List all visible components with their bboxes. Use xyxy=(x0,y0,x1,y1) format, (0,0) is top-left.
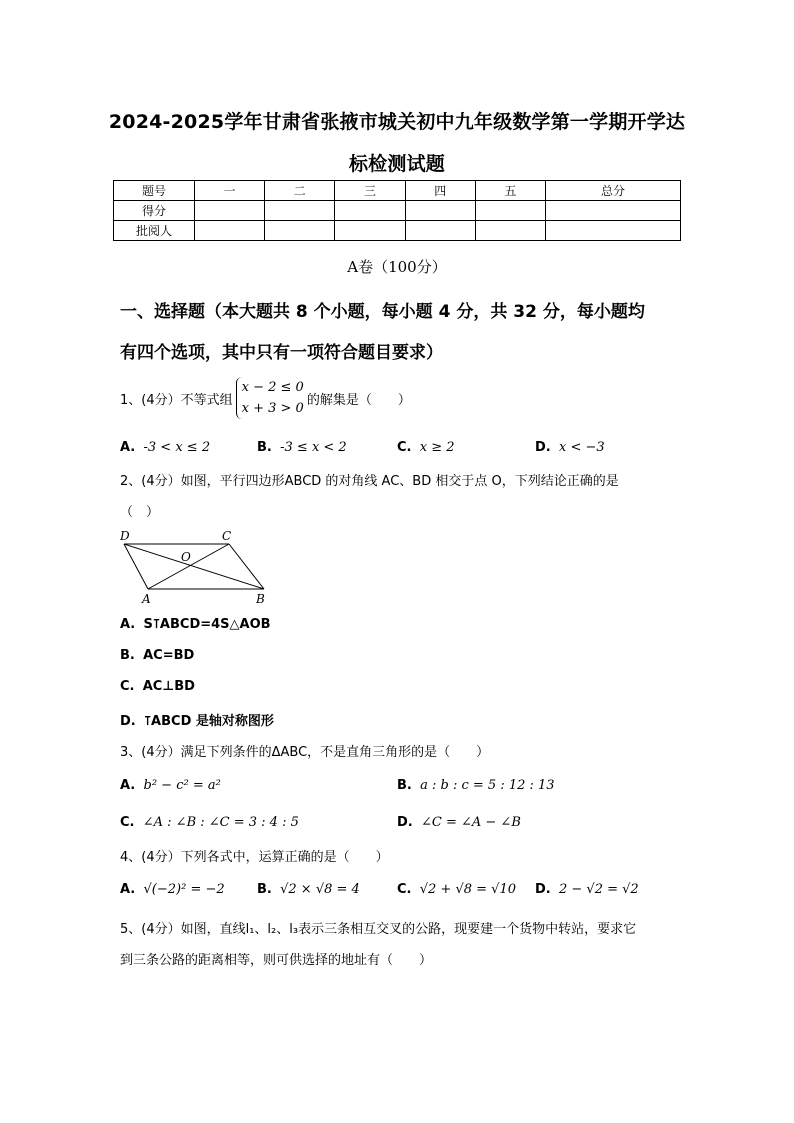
q2-option-d[interactable] xyxy=(120,710,274,729)
grader-cell[interactable] xyxy=(335,221,405,241)
score-table-header-row xyxy=(114,181,681,201)
option-text: ∠C = ∠A − ∠B xyxy=(421,815,521,830)
option-text: ∠A : ∠B : ∠C = 3 : 4 : 5 xyxy=(142,815,299,830)
option-text: b² − c² = a² xyxy=(143,778,221,793)
option-text: ⊺ABCD 是轴对称图形 xyxy=(144,714,274,729)
score-row xyxy=(114,201,681,221)
q3-option-b[interactable] xyxy=(397,778,555,793)
option-text: AC⊥BD xyxy=(142,679,195,694)
option-label: C. xyxy=(120,815,135,830)
header-cell: 四 xyxy=(405,181,475,201)
score-cell[interactable] xyxy=(265,201,335,221)
row-label: 批阅人 xyxy=(114,221,195,241)
option-label: A. xyxy=(120,778,136,793)
question-3-stem: 3、(4分）满足下列条件的ΔABC，不是直角三角形的是（ ） xyxy=(120,745,490,760)
q1-suffix: 的解集是（ ） xyxy=(306,392,411,408)
q1-option-c[interactable] xyxy=(397,440,455,455)
option-label: D. xyxy=(397,815,413,830)
option-label: A. xyxy=(120,617,136,632)
score-cell[interactable] xyxy=(475,201,545,221)
label-a: A xyxy=(142,592,151,606)
q4-option-b[interactable] xyxy=(257,882,360,897)
score-cell[interactable] xyxy=(195,201,265,221)
side-cb xyxy=(229,544,264,589)
q1-option-d[interactable] xyxy=(535,440,605,455)
option-label: D. xyxy=(535,440,551,455)
grader-cell[interactable] xyxy=(546,221,681,241)
option-label: B. xyxy=(397,778,412,793)
option-label: B. xyxy=(257,440,272,455)
option-label: D. xyxy=(535,882,551,897)
option-text: -3 < x ≤ 2 xyxy=(143,440,211,455)
grader-row xyxy=(114,221,681,241)
label-o: O xyxy=(181,550,191,564)
q1-option-b[interactable] xyxy=(257,440,347,455)
header-cell: 题号 xyxy=(114,181,195,201)
q3-option-c[interactable] xyxy=(120,815,299,830)
header-cell: 二 xyxy=(265,181,335,201)
grader-cell[interactable] xyxy=(475,221,545,241)
label-b: B xyxy=(256,592,265,606)
section-a-heading: A卷（100分） xyxy=(347,258,447,276)
option-text: S⊺ABCD=4S△AOB xyxy=(143,617,271,632)
option-text: AC=BD xyxy=(143,648,195,663)
parallelogram-figure xyxy=(112,526,274,606)
inequality-system xyxy=(236,377,304,419)
q2-option-b[interactable] xyxy=(120,648,194,663)
inequality-2: x + 3 > 0 xyxy=(241,401,304,416)
score-cell[interactable] xyxy=(546,201,681,221)
option-text: √(−2)² = −2 xyxy=(143,882,225,897)
question-5-stem: 5、(4分）如图，直线l₁、l₂、l₃表示三条相互交叉的公路，现要建一个货物中转站，要求它 xyxy=(120,922,637,937)
q1-prefix: 1、(4分）不等式组 xyxy=(120,392,233,408)
inequality-1: x − 2 ≤ 0 xyxy=(241,380,304,395)
diagonal-db xyxy=(124,544,264,589)
q2-option-c[interactable] xyxy=(120,679,195,694)
question-4-stem: 4、(4分）下列各式中，运算正确的是（ ） xyxy=(120,850,389,865)
page-title: 2024-2025学年甘肃省张掖市城关初中九年级数学第一学期开学达 xyxy=(108,111,686,133)
header-cell: 五 xyxy=(475,181,545,201)
option-label: C. xyxy=(397,882,412,897)
q1-option-a[interactable] xyxy=(120,440,210,455)
option-text: x < −3 xyxy=(559,440,605,455)
option-label: C. xyxy=(120,679,135,694)
score-table xyxy=(113,180,681,241)
q4-option-d[interactable] xyxy=(535,882,639,897)
label-d: D xyxy=(120,529,130,543)
option-label: A. xyxy=(120,882,136,897)
option-label: B. xyxy=(120,648,135,663)
score-cell[interactable] xyxy=(405,201,475,221)
section1-heading: 一、选择题（本大题共 8 个小题，每小题 4 分，共 32 分，每小题均 xyxy=(120,302,645,322)
question-1-stem xyxy=(120,377,411,419)
option-text: √2 + √8 = √10 xyxy=(419,882,516,897)
option-text: x ≥ 2 xyxy=(419,440,455,455)
option-label: B. xyxy=(257,882,272,897)
q3-option-d[interactable] xyxy=(397,815,521,830)
q4-option-a[interactable] xyxy=(120,882,225,897)
option-text: a : b : c = 5 : 12 : 13 xyxy=(420,778,555,793)
grader-cell[interactable] xyxy=(405,221,475,241)
label-c: C xyxy=(222,529,232,543)
grader-cell[interactable] xyxy=(195,221,265,241)
option-label: A. xyxy=(120,440,136,455)
section1-heading-continued: 有四个选项，其中只有一项符合题目要求） xyxy=(120,343,443,363)
q3-option-a[interactable] xyxy=(120,778,221,793)
header-cell: 一 xyxy=(195,181,265,201)
grader-cell[interactable] xyxy=(265,221,335,241)
q2-option-a[interactable] xyxy=(120,617,271,632)
row-label: 得分 xyxy=(114,201,195,221)
score-cell[interactable] xyxy=(335,201,405,221)
page-title-continued: 标检测试题 xyxy=(348,153,445,175)
question-2-stem-continued: （ ） xyxy=(120,505,160,520)
header-cell: 总分 xyxy=(546,181,681,201)
option-text: -3 ≤ x < 2 xyxy=(280,440,347,455)
q4-option-c[interactable] xyxy=(397,882,516,897)
option-label: D. xyxy=(120,714,136,729)
option-text: 2 − √2 = √2 xyxy=(559,882,639,897)
question-5-stem-continued: 到三条公路的距离相等，则可供选择的地址有（ ） xyxy=(120,953,433,968)
option-label: C. xyxy=(397,440,412,455)
header-cell: 三 xyxy=(335,181,405,201)
question-2-stem: 2、(4分）如图，平行四边形ABCD 的对角线 AC、BD 相交于点 O，下列结论正确的是 xyxy=(120,474,619,489)
option-text: √2 × √8 = 4 xyxy=(280,882,360,897)
